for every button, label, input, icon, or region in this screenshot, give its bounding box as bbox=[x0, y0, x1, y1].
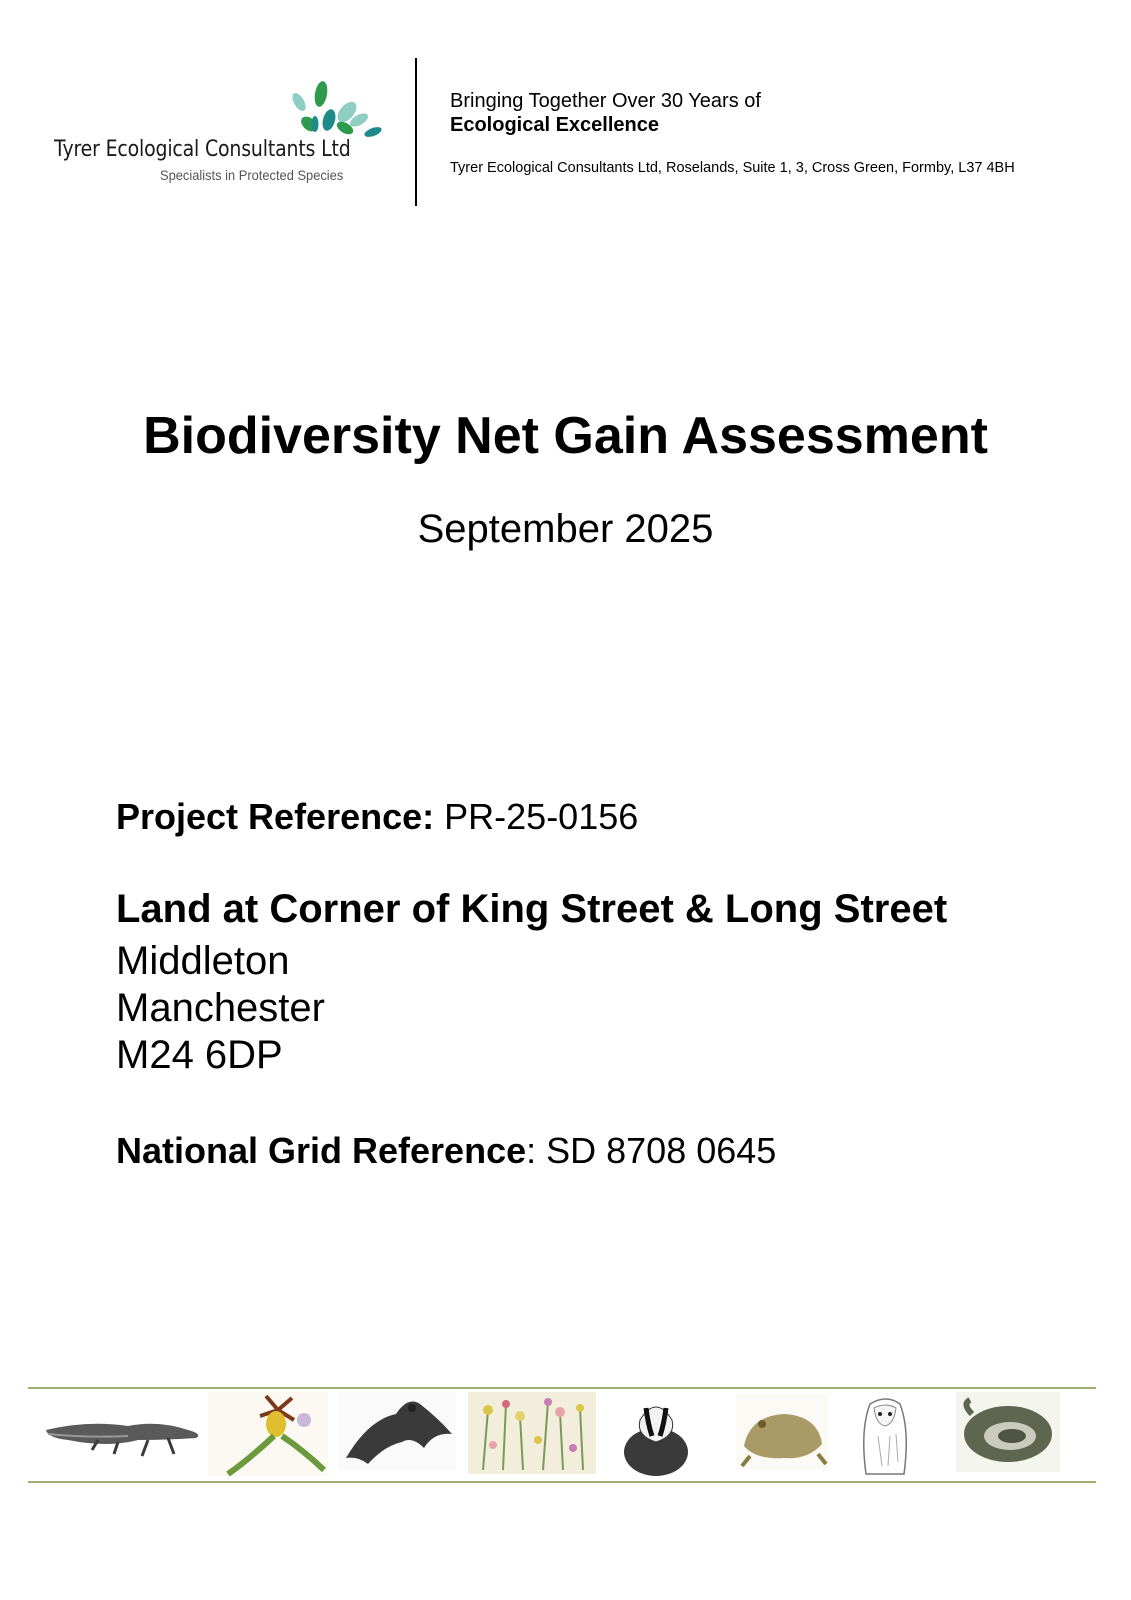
grass-snake-illustration bbox=[956, 1392, 1060, 1472]
project-reference-label: Project Reference: bbox=[116, 796, 435, 837]
address-line: Middleton bbox=[116, 939, 290, 983]
toad-illustration bbox=[736, 1394, 828, 1470]
bat-illustration bbox=[338, 1392, 456, 1470]
slogan-line-1: Bringing Together Over 30 Years of bbox=[450, 90, 761, 112]
address-line: M24 6DP bbox=[116, 1033, 283, 1077]
banner-top-rule bbox=[28, 1387, 1096, 1389]
header-divider bbox=[415, 58, 417, 206]
ladys-slipper-orchid-illustration bbox=[208, 1392, 328, 1476]
project-reference-value: PR-25-0156 bbox=[444, 796, 639, 837]
company-name: Tyrer Ecological Consultants Ltd bbox=[54, 137, 351, 162]
slogan-line-2: Ecological Excellence bbox=[450, 114, 659, 136]
badger-illustration bbox=[624, 1407, 688, 1476]
newt-illustration bbox=[46, 1424, 198, 1456]
barn-owl-illustration bbox=[864, 1399, 907, 1474]
project-reference bbox=[116, 796, 638, 838]
report-date: September 2025 bbox=[417, 507, 714, 551]
report-title: Biodiversity Net Gain Assessment bbox=[143, 407, 988, 465]
company-tagline: Specialists in Protected Species bbox=[160, 167, 344, 183]
company-address: Tyrer Ecological Consultants Ltd, Roselands, Suite 1, 3, Cross Green, Formby, L37 4BH bbox=[450, 160, 1015, 176]
site-name: Land at Corner of King Street & Long Street bbox=[116, 887, 948, 931]
wildflowers-illustration bbox=[468, 1392, 596, 1474]
address-line: Manchester bbox=[116, 986, 325, 1030]
grid-reference-label: National Grid Reference bbox=[116, 1130, 527, 1171]
banner-bottom-rule bbox=[28, 1481, 1096, 1483]
species-banner bbox=[28, 1390, 1096, 1480]
national-grid-reference bbox=[116, 1130, 776, 1172]
company-logo-leaves-icon bbox=[285, 76, 390, 146]
grid-reference-value: : SD 8708 0645 bbox=[526, 1130, 777, 1171]
